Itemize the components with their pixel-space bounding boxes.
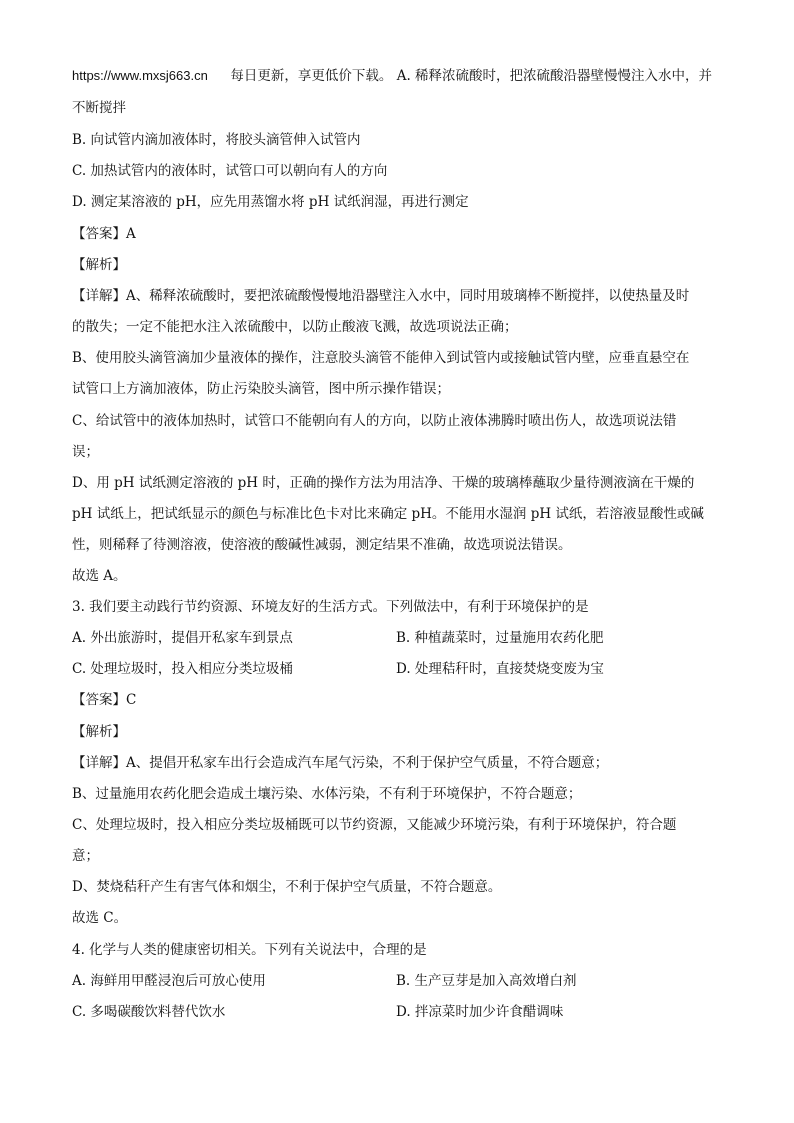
q3-answer: 【答案】C bbox=[72, 692, 137, 708]
q3-detail-line: D、焚烧秸秆产生有害气体和烟尘，不利于保护空气质量，不符合题意。 bbox=[72, 879, 502, 895]
q2-analysis-heading: 【解析】 bbox=[72, 257, 126, 273]
q2-detail-line: 试管口上方滴加液体，防止污染胶头滴管，图中所示操作错误； bbox=[72, 381, 450, 397]
q3-conclusion: 故选 C。 bbox=[72, 910, 128, 926]
q2-detail-line: B、使用胶头滴管滴加少量液体的操作，注意胶头滴管不能伸入到试管内或接触试管内壁，应垂直悬空在 bbox=[72, 350, 690, 366]
q2-answer: 【答案】A bbox=[72, 226, 136, 242]
q3-option-d: D. 处理秸秆时，直接焚烧变废为宝 bbox=[396, 661, 604, 677]
q2-detail-line: C、给试管中的液体加热时，试管口不能朝向有人的方向，以防止液体沸腾时喷出伤人，故选项说法错 bbox=[72, 413, 677, 429]
q2-option-d: D. 测定某溶液的 pH，应先用蒸馏水将 pH 试纸润湿，再进行测定 bbox=[72, 194, 469, 210]
q2-detail-line: pH 试纸上，把试纸显示的颜色与标准比色卡对比来确定 pH。不能用水湿润 pH 试纸，若溶液显酸性或碱 bbox=[72, 506, 704, 522]
q3-detail-line: 【详解】A、提倡开私家车出行会造成汽车尾气污染，不利于保护空气质量，不符合题意； bbox=[72, 755, 609, 771]
promo-text: 每日更新，享更低价下载。 bbox=[230, 68, 393, 84]
q3-stem: 3. 我们要主动践行节约资源、环境友好的生活方式。下列做法中，有利于环境保护的是 bbox=[72, 599, 589, 615]
q2-detail-line: 【详解】A、稀释浓硫酸时，要把浓硫酸慢慢地沿器壁注入水中，同时用玻璃棒不断搅拌，以使热量及时 bbox=[72, 288, 690, 304]
q2-conclusion: 故选 A。 bbox=[72, 568, 127, 584]
q2-detail-line: 的散失；一定不能把水注入浓硫酸中，以防止酸液飞溅，故选项说法正确； bbox=[72, 319, 518, 335]
q2-option-a-cont: 不断搅拌 bbox=[72, 100, 126, 116]
q3-detail-line: 意； bbox=[72, 848, 99, 864]
q3-option-c: C. 处理垃圾时，投入相应分类垃圾桶 bbox=[72, 661, 293, 677]
q3-option-a: A. 外出旅游时，提倡开私家车到景点 bbox=[72, 630, 293, 646]
q4-option-c: C. 多喝碳酸饮料替代饮水 bbox=[72, 1004, 226, 1020]
q3-detail-line: C、处理垃圾时，投入相应分类垃圾桶既可以节约资源，又能减少环境污染，有利于环境保护，符合题 bbox=[72, 817, 677, 833]
q4-stem: 4. 化学与人类的健康密切相关。下列有关说法中，合理的是 bbox=[72, 942, 427, 958]
q2-option-a: A. 稀释浓硫酸时，把浓硫酸沿器壁慢慢注入水中，并 bbox=[396, 68, 713, 84]
q2-detail-line: 性，则稀释了待测溶液，使溶液的酸碱性减弱，测定结果不准确，故选项说法错误。 bbox=[72, 537, 572, 553]
q3-option-b: B. 种植蔬菜时，过量施用农药化肥 bbox=[396, 630, 604, 646]
q4-option-d: D. 拌凉菜时加少许食醋调味 bbox=[396, 1004, 564, 1020]
q4-option-a: A. 海鲜用甲醛浸泡后可放心使用 bbox=[72, 973, 266, 989]
q3-analysis-heading: 【解析】 bbox=[72, 724, 126, 740]
q2-option-c: C. 加热试管内的液体时，试管口可以朝向有人的方向 bbox=[72, 163, 388, 179]
q3-detail-line: B、过量施用农药化肥会造成土壤污染、水体污染，不有利于环境保护，不符合题意； bbox=[72, 786, 582, 802]
source-url[interactable]: https://www.mxsj663.cn bbox=[72, 68, 208, 83]
header-line bbox=[72, 66, 712, 86]
q2-detail-line: D、用 pH 试纸测定溶液的 pH 时，正确的操作方法为用洁净、干燥的玻璃棒蘸取少量待测液滴在干燥的 bbox=[72, 475, 695, 491]
q2-detail-line: 误； bbox=[72, 444, 99, 460]
q2-option-b: B. 向试管内滴加液体时，将胶头滴管伸入试管内 bbox=[72, 132, 361, 148]
q4-option-b: B. 生产豆芽是加入高效增白剂 bbox=[396, 973, 577, 989]
